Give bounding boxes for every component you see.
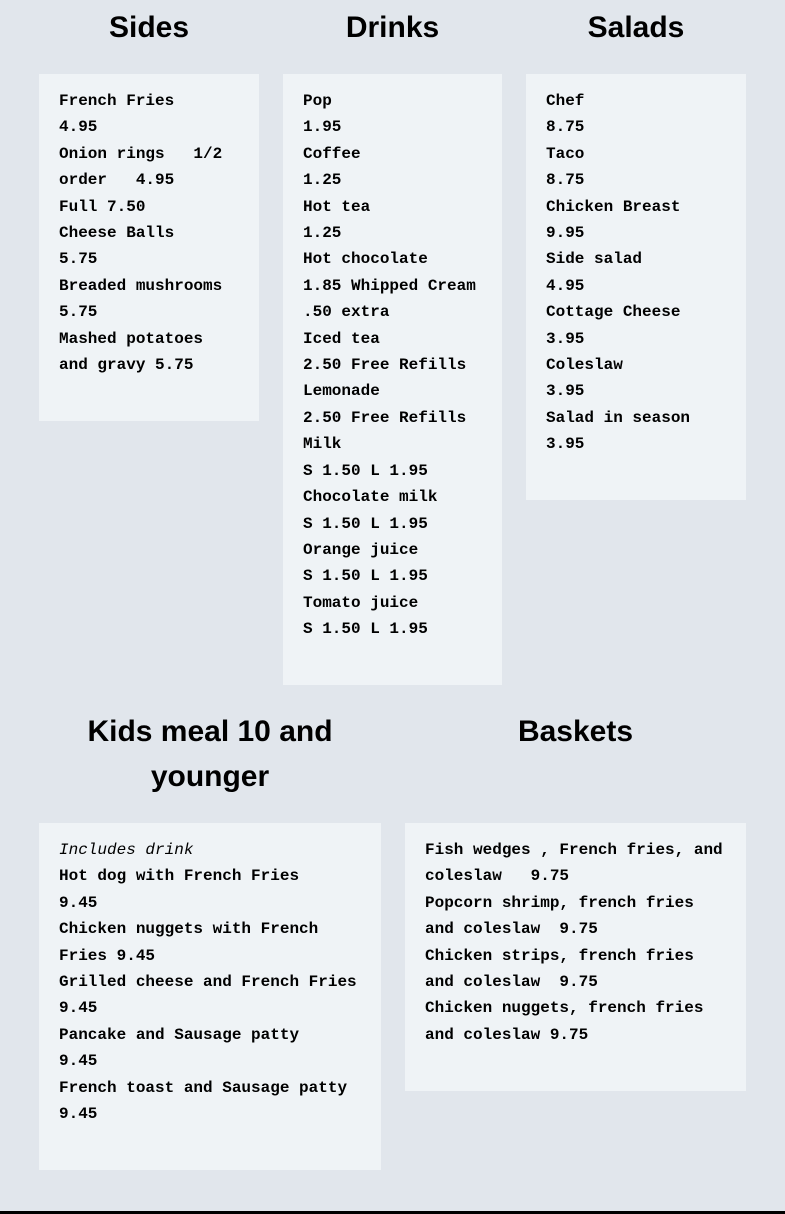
drinks-card: [283, 74, 502, 685]
drinks-item: 1.25: [303, 224, 342, 243]
drinks-item: S 1.50 L 1.95: [303, 567, 428, 586]
baskets-item: Fish wedges , French fries, and: [425, 841, 723, 859]
drinks-item: Milk: [303, 435, 342, 454]
kids-note: Includes drink: [59, 841, 194, 859]
sides-item: 5.75: [59, 303, 98, 322]
drinks-item: 1.25: [303, 171, 342, 190]
drinks-item: Chocolate milk: [303, 488, 438, 507]
salads-item: Chef: [546, 92, 585, 110]
drinks-item: Hot chocolate: [303, 250, 428, 269]
drinks-heading: Drinks: [345, 11, 440, 44]
kids-item: Fries 9.45: [59, 946, 156, 965]
baskets-item: Chicken nuggets, french fries: [425, 999, 704, 1018]
drinks-item: Lemonade: [303, 382, 380, 401]
drinks-item: Iced tea: [303, 329, 380, 348]
kids-item: Pancake and Sausage patty: [59, 1025, 300, 1044]
drinks-item: Orange juice: [303, 540, 419, 559]
kids-item: Chicken nuggets with French: [59, 920, 319, 939]
drinks-item: S 1.50 L 1.95: [303, 461, 428, 480]
salads-item: 3.95: [546, 329, 585, 348]
sides-item: Cheese Balls: [59, 224, 175, 243]
salads-item: 9.95: [546, 224, 585, 243]
baskets-card: [405, 823, 746, 1091]
sides-item: Mashed potatoes: [59, 329, 204, 348]
kids-heading-line1: Kids meal 10 and: [87, 715, 333, 748]
baskets-item: and coleslaw 9.75: [425, 973, 598, 992]
kids-card: [39, 823, 381, 1170]
sides-card: [39, 74, 259, 421]
salads-item: 3.95: [546, 382, 585, 401]
drinks-item: Hot tea: [303, 197, 371, 216]
sides-item: Full 7.50: [59, 197, 146, 216]
salads-item: Side salad: [546, 250, 643, 269]
drinks-item: 1.95: [303, 118, 342, 137]
salads-item: Chicken Breast: [546, 197, 681, 216]
baskets-item: Chicken strips, french fries: [425, 946, 694, 965]
kids-item: Grilled cheese and French Fries: [59, 973, 357, 992]
kids-item: Hot dog with French Fries: [59, 867, 300, 886]
baskets-heading: Baskets: [517, 715, 634, 748]
sides-item: and gravy 5.75: [59, 356, 194, 375]
salads-item: 8.75: [546, 171, 585, 190]
sides-item: order 4.95: [59, 171, 175, 190]
sides-item: French Fries: [59, 92, 175, 110]
salads-card: [526, 74, 746, 500]
salads-item: Salad in season: [546, 408, 691, 427]
drinks-item: 2.50 Free Refills: [303, 408, 467, 427]
sides-heading: Sides: [108, 11, 190, 44]
kids-heading-line2: younger: [150, 760, 270, 793]
drinks-item: Pop: [303, 92, 332, 110]
kids-item: 9.45: [59, 1105, 98, 1124]
salads-item: Taco: [546, 144, 585, 163]
baskets-item: coleslaw 9.75: [425, 867, 570, 886]
salads-heading: Salads: [587, 11, 685, 44]
salads-item: Coleslaw: [546, 356, 623, 375]
sides-item: 5.75: [59, 250, 98, 269]
drinks-item: S 1.50 L 1.95: [303, 620, 428, 639]
sides-item: 4.95: [59, 118, 98, 137]
drinks-item: .50 extra: [303, 303, 390, 322]
salads-item: 8.75: [546, 118, 585, 137]
baskets-item: and coleslaw 9.75: [425, 1025, 589, 1044]
kids-item: 9.45: [59, 893, 98, 912]
drinks-item: S 1.50 L 1.95: [303, 514, 428, 533]
kids-heading: [39, 709, 381, 799]
sides-item: Breaded mushrooms: [59, 276, 223, 295]
drinks-item: 1.85 Whipped Cream: [303, 276, 476, 295]
sides-item: Onion rings 1/2: [59, 144, 223, 163]
baskets-item: and coleslaw 9.75: [425, 920, 598, 939]
drinks-item: Coffee: [303, 144, 361, 163]
baskets-item: Popcorn shrimp, french fries: [425, 893, 694, 912]
kids-item: 9.45: [59, 1052, 98, 1071]
drinks-item: 2.50 Free Refills: [303, 356, 467, 375]
kids-item: 9.45: [59, 999, 98, 1018]
salads-item: Cottage Cheese: [546, 303, 681, 322]
kids-item: French toast and Sausage patty: [59, 1078, 348, 1097]
salads-item: 3.95: [546, 435, 585, 454]
salads-item: 4.95: [546, 276, 585, 295]
drinks-item: Tomato juice: [303, 593, 419, 612]
